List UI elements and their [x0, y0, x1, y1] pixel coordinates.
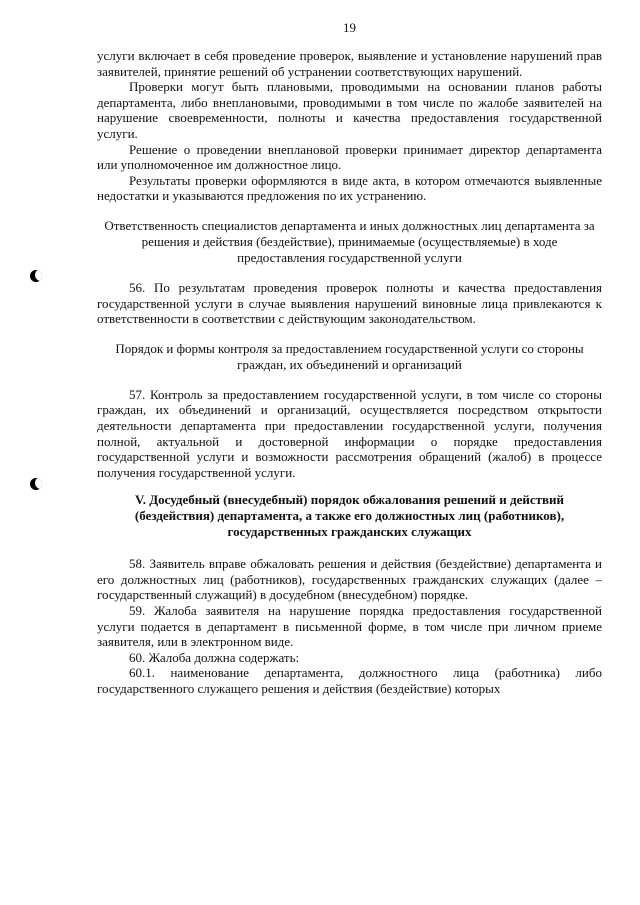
- paragraph: Проверки могут быть плановыми, проводимыми на основании планов работы департамента, либо внеплановыми, проводимыми в том числе по жалобе заявителей на нарушение своевременности, полноты и качества предоставления государственной услуги.: [97, 79, 602, 141]
- binder-hole-mark: [30, 478, 42, 490]
- paragraph: 57. Контроль за предоставлением государственной услуги, в том числе со стороны граждан, их объединений и организаций, осуществляется посредством открытости деятельности департамента при предоставлении государственной услуги, получения полной, актуальной и достоверной информации о порядке предоставления государственной услуги и возможности рассмотрения обращений (жалоб) в процессе получения государственной услуги.: [97, 386, 602, 480]
- section-heading: Ответственность специалистов департамента и иных должностных лиц департамента за решения и действия (бездействие), принимаемые (осуществляемые) в ходе предоставления государственной услуги: [104, 217, 595, 265]
- paragraph: 58. Заявитель вправе обжаловать решения и действия (бездействие) департамента и его должностных лиц (работников), государственных гражданских служащих (далее – государственный служащий) в досудебном (внесудебном) порядке.: [97, 556, 602, 603]
- binder-hole-mark: [30, 270, 42, 282]
- document-page: [97, 20, 602, 697]
- section-heading: Порядок и формы контроля за предоставлением государственной услуги со стороны граждан, их объединений и организаций: [115, 340, 584, 372]
- paragraph: Результаты проверки оформляются в виде акта, в котором отмечаются выявленные недостатки и указываются предложения по их устранению.: [97, 172, 602, 204]
- paragraph: 56. По результатам проведения проверок полноты и качества предоставления государственной услуги в случае выявления нарушений виновные лица привлекаются к ответственности в соответствии с действующим законодательством.: [97, 279, 602, 327]
- paragraph: 60.1. наименование департамента, должностного лица (работника) либо государственного служащего решения и действия (бездействие) которых: [97, 665, 602, 697]
- page-number: 19: [343, 20, 356, 35]
- chapter-heading: V. Досудебный (внесудебный) порядок обжалования решений и действий (бездействия) департамента, а также его должностных лиц (работников), государственных гражданских служащих: [134, 492, 565, 540]
- paragraph: 59. Жалоба заявителя на нарушение порядка предоставления государственной услуги подается в департамент в письменной форме, в том числе при личном приеме заявителя, или в электронном виде.: [97, 603, 602, 650]
- paragraph: услуги включает в себя проведение проверок, выявление и установление нарушений прав заявителей, принятие решений об устранении соответствующих нарушений.: [97, 48, 602, 79]
- paragraph: 60. Жалоба должна содержать:: [129, 649, 300, 665]
- paragraph: Решение о проведении внеплановой проверки принимает директор департамента или уполномоченное им должностное лицо.: [97, 141, 602, 173]
